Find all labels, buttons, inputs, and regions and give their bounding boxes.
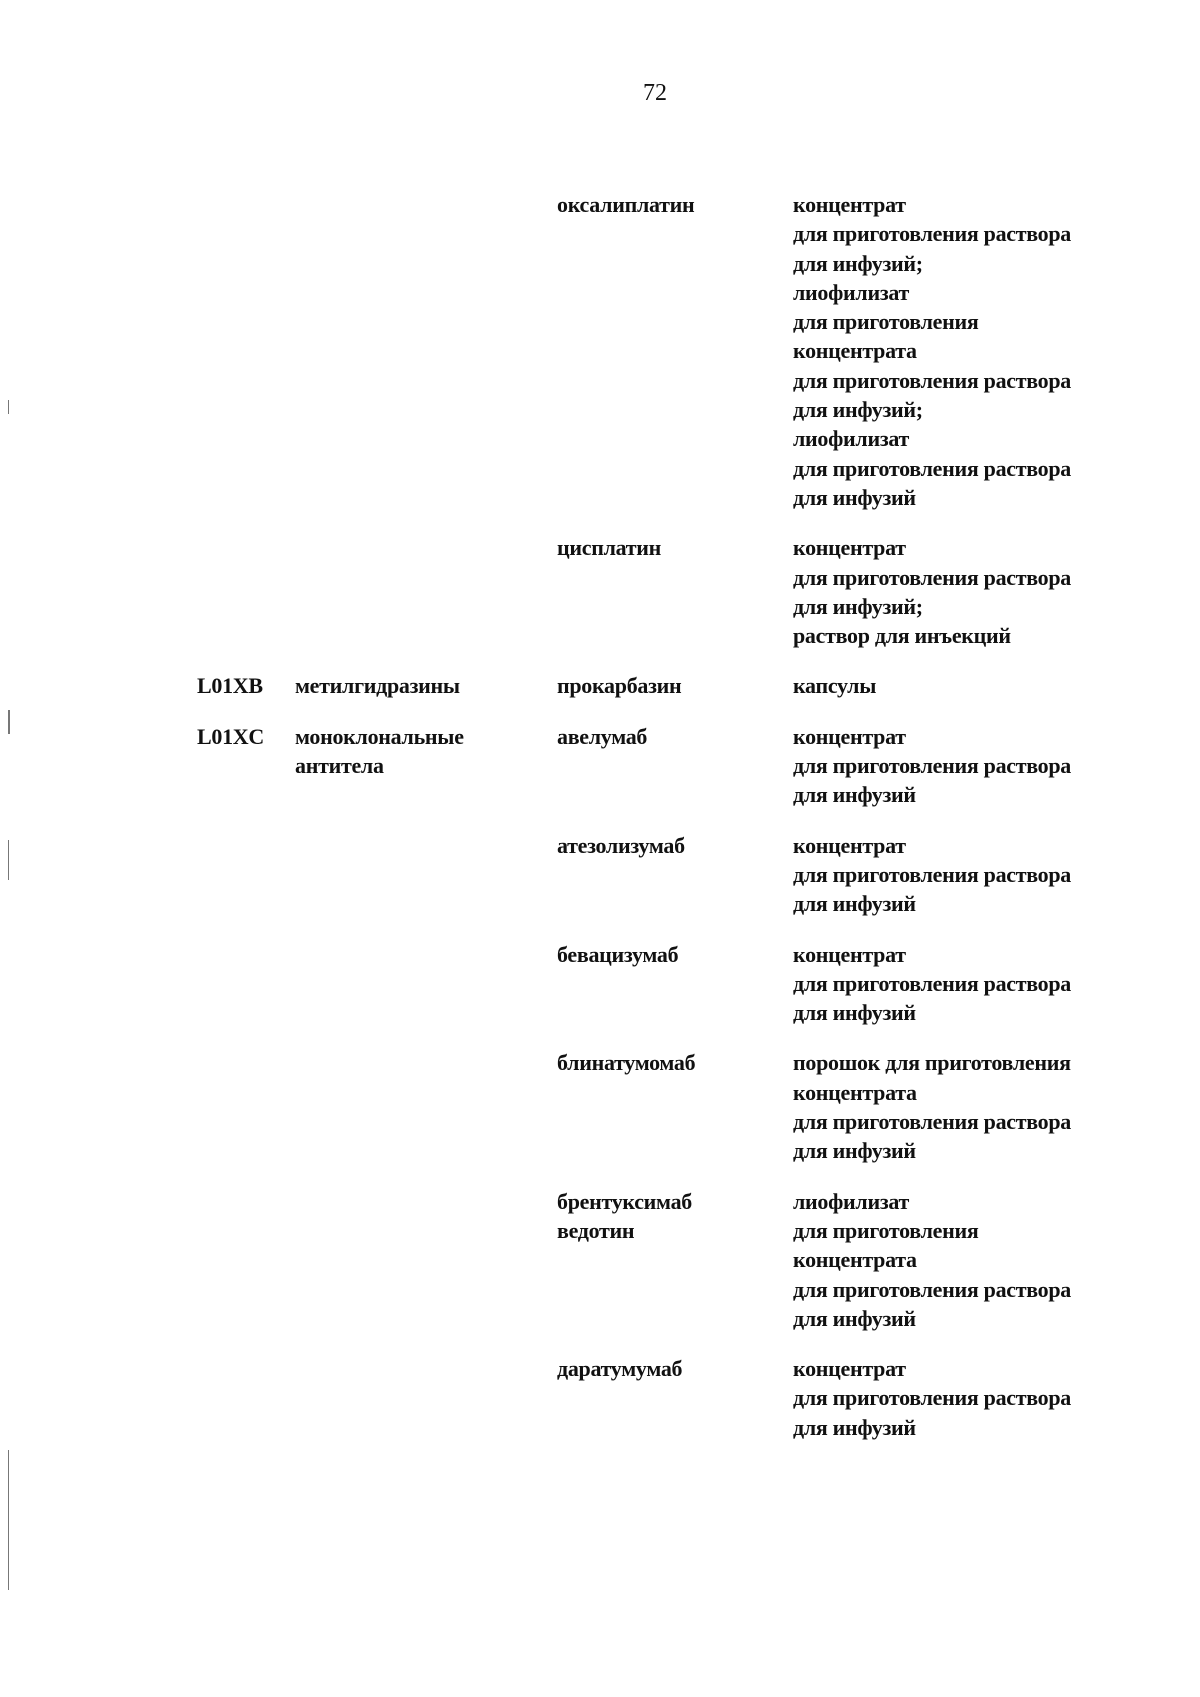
dosage-form: капсулы xyxy=(793,673,877,699)
page-number: 72 xyxy=(643,80,667,106)
dosage-form: концентрат для приготовления раствора для инфузий xyxy=(793,941,1072,1026)
dosage-form: концентрат для приготовления раствора для инфузий xyxy=(793,723,1072,808)
drug-group xyxy=(295,1354,557,1442)
dosage-form: концентрат для приготовления раствора для инфузий xyxy=(793,1356,1072,1440)
drug-group: метилгидразины xyxy=(295,673,460,699)
drug-name: оксалиплатин xyxy=(557,192,695,217)
dosage-form: концентрат для приготовления раствора для инфузий; лиофилизат для приготовления концентрата для приготовления раствора для инфузий; лиофилизат для приготовления раствора для инфузий xyxy=(793,192,1072,510)
atc-code xyxy=(197,1354,295,1442)
drug-name: авелумаб xyxy=(557,723,648,749)
drug-name: блинатумомаб xyxy=(557,1050,696,1076)
table-row xyxy=(197,533,1197,650)
atc-code xyxy=(197,831,295,919)
table-row xyxy=(197,940,1197,1028)
drug-name: даратумумаб xyxy=(557,1356,683,1382)
atc-code: L01XC xyxy=(197,723,264,749)
dosage-form: концентрат для приготовления раствора для инфузий xyxy=(793,832,1072,917)
scan-artifact xyxy=(8,1450,9,1590)
drug-name: бевацизумаб xyxy=(557,941,679,967)
scan-artifact xyxy=(8,710,10,734)
scan-artifact xyxy=(8,400,9,414)
table-row xyxy=(197,1048,1197,1165)
table-row xyxy=(197,722,1197,810)
atc-code xyxy=(197,533,295,650)
atc-code xyxy=(197,1048,295,1165)
table-row xyxy=(197,671,1197,700)
drug-name: прокарбазин xyxy=(557,673,682,699)
drug-group xyxy=(295,1048,557,1165)
dosage-form: концентрат для приготовления раствора для инфузий; раствор для инъекций xyxy=(793,535,1072,649)
atc-code xyxy=(197,1187,295,1333)
scan-artifact xyxy=(8,840,9,880)
drug-name: брентуксимаб ведотин xyxy=(557,1188,692,1243)
drug-name: атезолизумаб xyxy=(557,832,685,858)
drug-group xyxy=(295,831,557,919)
drug-group xyxy=(295,940,557,1028)
dosage-form: лиофилизат для приготовления концентрата для приготовления раствора для инфузий xyxy=(793,1188,1072,1331)
drug-group xyxy=(295,1187,557,1333)
drug-group xyxy=(295,533,557,650)
table-row xyxy=(197,831,1197,919)
atc-code: L01XB xyxy=(197,673,263,699)
table-row xyxy=(197,190,1197,512)
drug-table xyxy=(197,190,1197,1463)
table-row xyxy=(197,1187,1197,1333)
dosage-form: порошок для приготовления концентрата для приготовления раствора для инфузий xyxy=(793,1050,1072,1164)
drug-group xyxy=(295,190,557,512)
atc-code xyxy=(197,940,295,1028)
atc-code xyxy=(197,190,295,512)
table-row xyxy=(197,1354,1197,1442)
drug-group: моноклональные антитела xyxy=(295,723,464,779)
drug-name: цисплатин xyxy=(557,535,662,561)
